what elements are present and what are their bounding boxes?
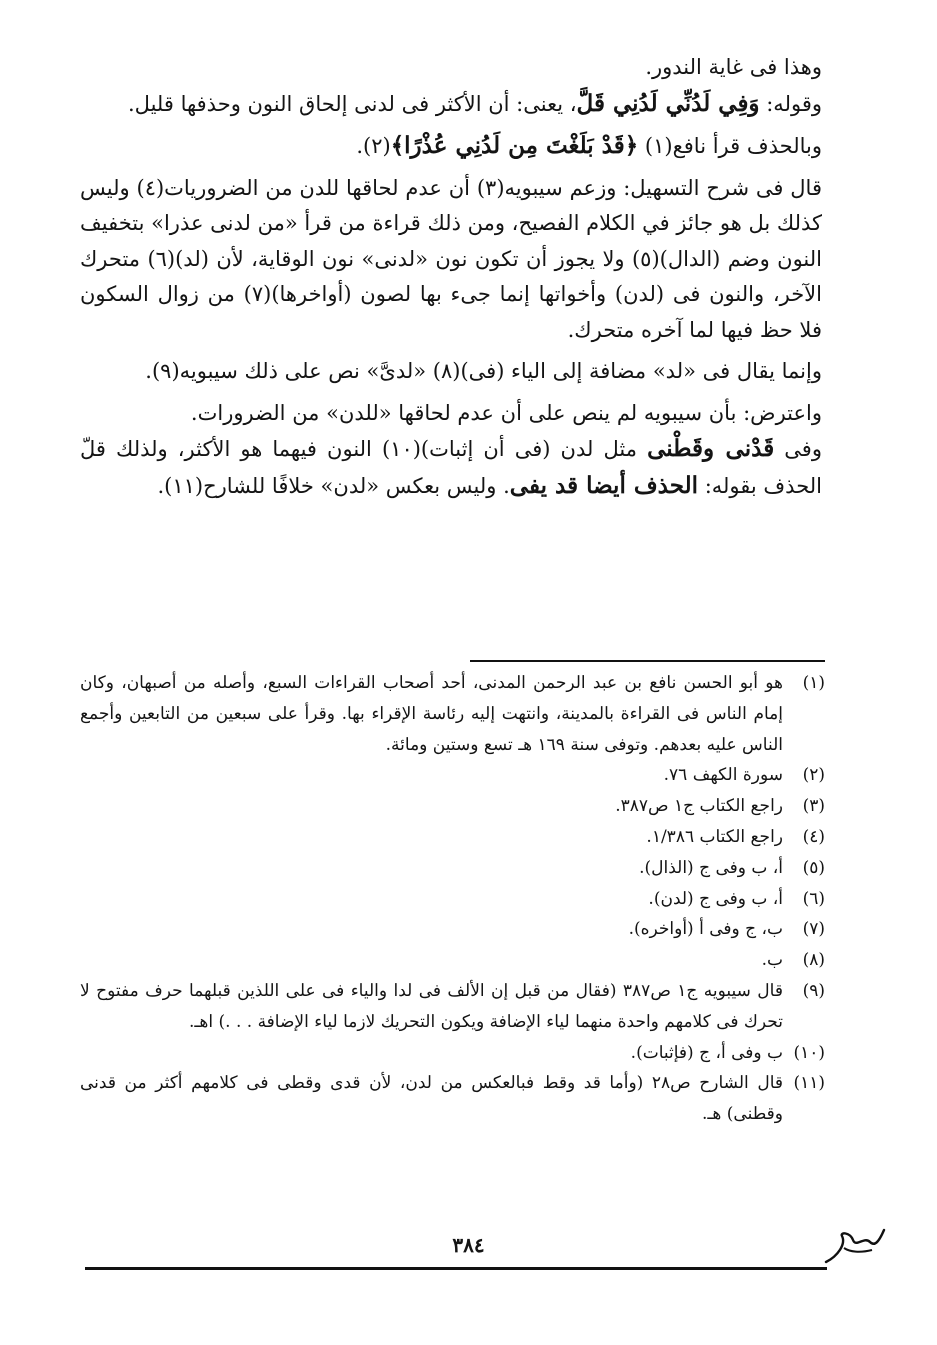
- paragraph-3-end: .: [356, 134, 363, 158]
- footnote-text: قال سيبويه ج١ ص٣٨٧ (فقال من قبل إن الألف فى لدا والياء فى على اللذين قبلهما حرف مفتوح لا تحرك فى كلامهم واحدة منهما لياء الإضافة ويكون التحريك لازما لياء الإضافة . . .) اهـ.: [80, 980, 783, 1032]
- footnote-number: (١٠): [793, 1042, 825, 1063]
- footnote-ref-2: (٢): [363, 134, 391, 158]
- paragraph-7-middle: مثل لدن (فى أن إثبات)(١٠) النون فيهما هو الأكثر، ولذلك قلّ الحذف بقوله:: [80, 437, 822, 498]
- footnote-text: أ، ب وفى ج (لدن).: [648, 888, 783, 909]
- footnote: [80, 914, 825, 945]
- footnote: [80, 822, 825, 853]
- paragraph-3-intro: وبالحذف قرأ نافع: [672, 134, 822, 158]
- footnote-number: (٦): [802, 888, 825, 909]
- footnote: [80, 945, 825, 976]
- verse-quote-2: قَدْنى وقَطْنى: [647, 435, 775, 462]
- footnote-number: (١): [802, 673, 825, 693]
- footnote-number: (٤): [802, 826, 825, 847]
- footnote: [80, 668, 825, 760]
- footnote-number: (٩): [802, 980, 825, 1001]
- footnote-number: (٥): [802, 857, 825, 878]
- paragraph-4: قال فى شرح التسهيل: وزعم سيبويه(٣) أن عدم لحاقها للدن من الضروريات(٤) وليس كذلك بل هو جائز في الكلام الفصيح، ومن ذلك قراءة من قرأ «من لدنى عذرا» بتخفيف النون وضم (الدال)(٥) ولا يجوز أن تكون نون «لدنى» نون الوقاية، لأن (لد)(٦) متحرك الآخر، والنون فى (لدن) وأخواتها إنما جىء بها لصون (أواخرها)(٧) من زوال السكون فلا حظ فيها لما آخره متحرك.: [80, 175, 822, 342]
- footnote-number: (١١): [793, 1073, 825, 1094]
- paragraph-7-end: . وليس بعكس «لدن» خلافًا للشارح(١١).: [157, 473, 510, 498]
- footnote: [80, 884, 825, 915]
- footnote-number: (٣): [802, 796, 825, 817]
- footnote-text: قال الشارح ص٢٨ (وأما قد وقط فبالعكس من لدن، لأن قدى وقطى فى كلامهم أكثر من قدنى وقطنى) هـ.: [80, 1073, 783, 1125]
- main-text: [80, 50, 822, 504]
- footnote: [80, 1038, 825, 1069]
- footnote-separator: [470, 660, 825, 662]
- footnote: [80, 853, 825, 884]
- verse-quote: وَفِي لَدُنِّي لَدُنِي قَلَّ: [576, 89, 760, 117]
- footnote-number: (٧): [802, 919, 825, 940]
- footnote: [80, 976, 825, 1038]
- footnote-number: (٨): [802, 950, 825, 971]
- footnote-text: راجع الكتاب ١/٣٨٦.: [646, 826, 783, 847]
- footnote: [80, 791, 825, 822]
- paragraph-5: وإنما يقال فى «لد» مضافة إلى الياء (فى)(٨) «لدىَّ» نص على ذلك سيبويه(٩).: [145, 359, 822, 383]
- quran-quote: ﴿قَدْ بَلَغْتَ مِن لَدُنِي عُذْرًا﴾: [390, 132, 639, 159]
- footnote-text: ب وفى أ، ج (فإثبات).: [630, 1042, 783, 1063]
- footnote-ref-1: (١): [644, 134, 673, 158]
- footnote: [80, 760, 825, 791]
- footnote-text: ب.: [761, 950, 783, 971]
- paragraph-3: [80, 128, 822, 165]
- footnotes: [80, 668, 825, 1130]
- footnote-text: ب، ج وفى أ (أواخره).: [628, 919, 783, 940]
- footnote-number: (٢): [802, 765, 825, 786]
- page-number: ٣٨٤: [452, 1233, 485, 1257]
- paragraph-6: واعترض: بأن سيبويه لم ينص على أن عدم لحاقها «للدن» من الضرورات.: [190, 400, 822, 425]
- paragraph-2-rest: ، يعنى: أن الأكثر فى لدنى إلحاق النون وحذفها قليل.: [127, 91, 577, 116]
- footnote-text: راجع الكتاب ج١ ص٣٨٧.: [615, 796, 783, 817]
- paragraph-7-intro: وفى: [784, 437, 822, 461]
- bottom-rule: [85, 1267, 827, 1270]
- paragraph-7: [80, 431, 822, 504]
- footnote-text: أ، ب وفى ج (الذال).: [639, 857, 783, 878]
- paragraph-2: [80, 86, 822, 123]
- footnote: [80, 1068, 825, 1130]
- verse-quote-3: الحذف أيضا قد يفى: [509, 471, 698, 499]
- paragraph-1: وهذا فى غاية الندور.: [645, 55, 822, 79]
- paragraph-2-intro: وقوله:: [766, 91, 822, 116]
- footnote-text: هو أبو الحسن نافع بن عبد الرحمن المدنى، أحد أصحاب القراءات السبع، وأصله من أصبهان، وكان إمام الناس فى القراءة بالمدينة، وانتهت إليه رئاسة الإقراء بها. وقرأ على سبعين من التابعين وأجمع الناس عليه بعدهم. وتوفى سنة ١٦٩ هـ تسع وستين ومائة.: [80, 673, 783, 755]
- footnote-text: سورة الكهف ٧٦.: [663, 765, 783, 786]
